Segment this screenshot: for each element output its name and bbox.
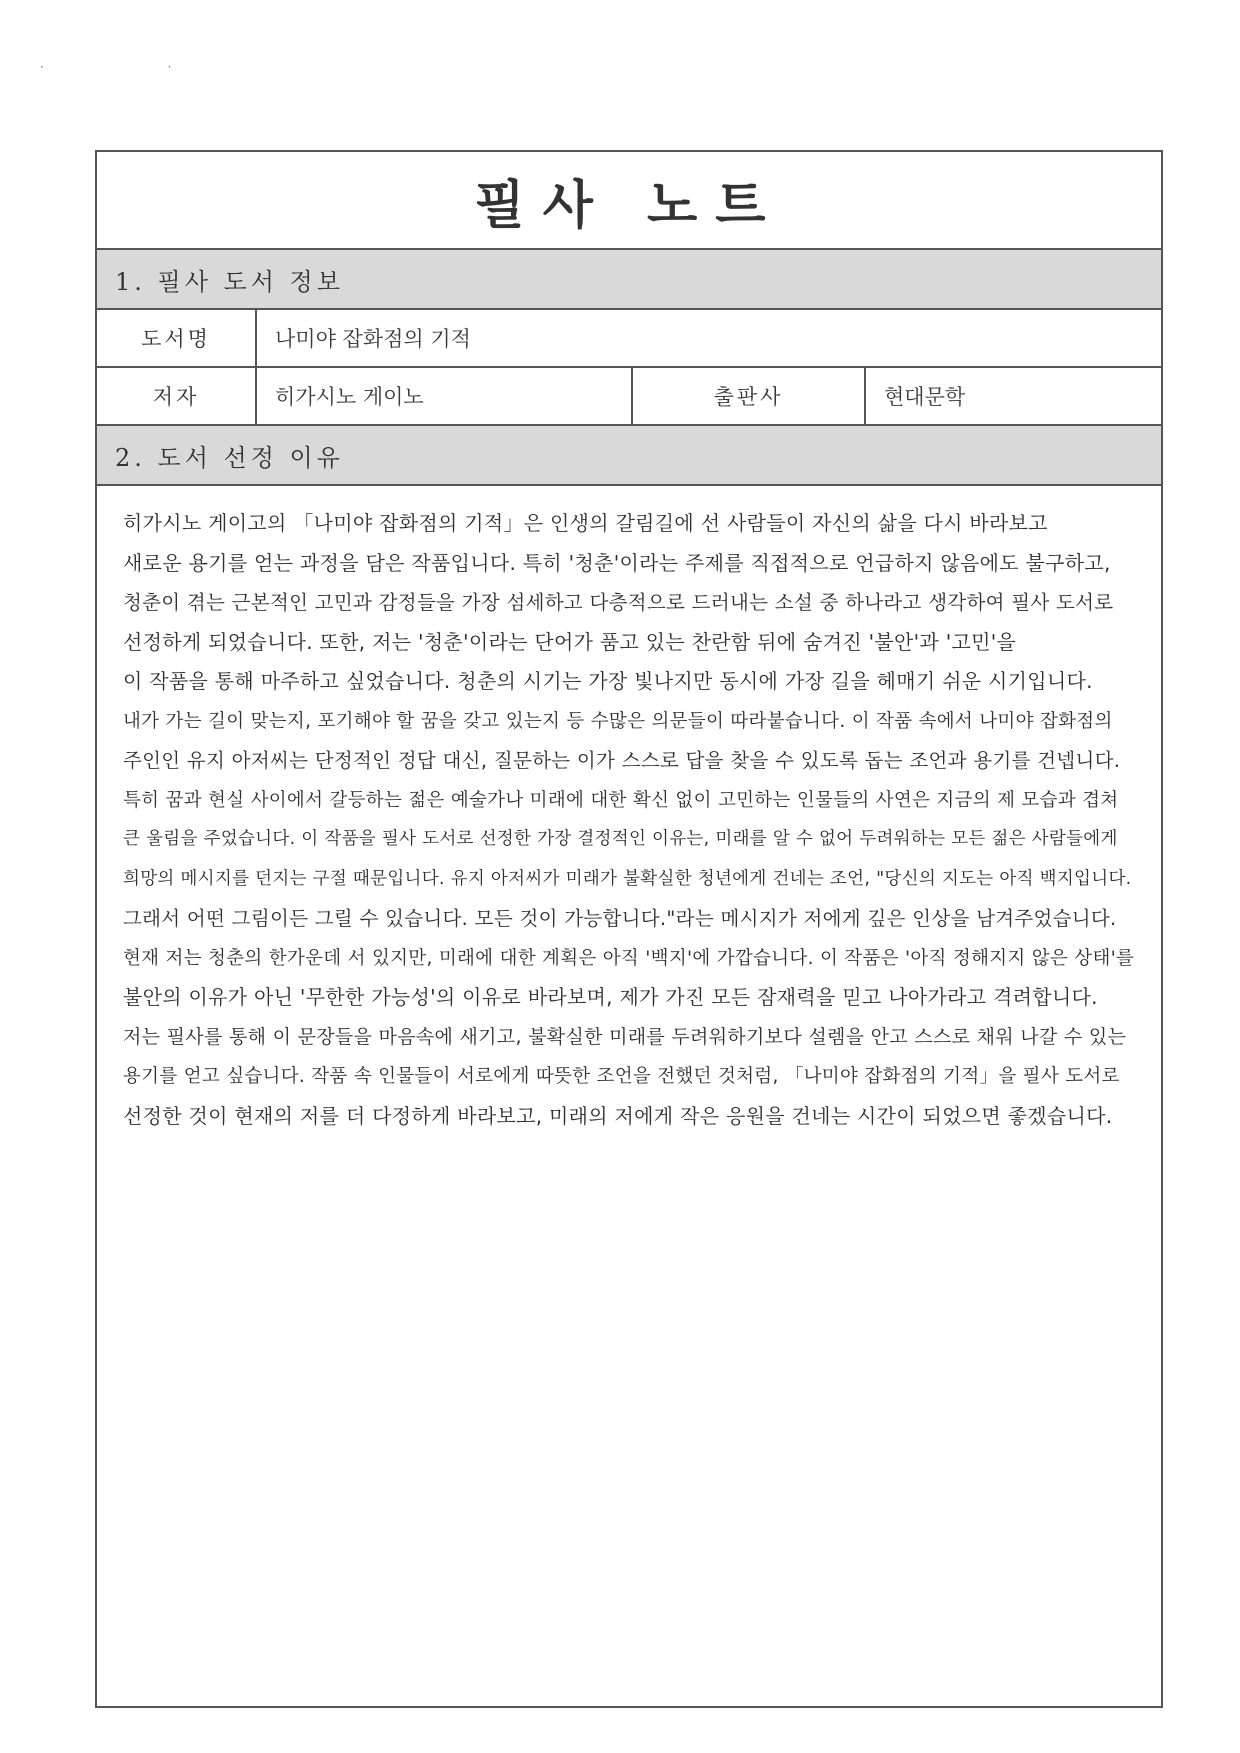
section-selection-reason-header: 2. 도서 선정 이유 [97,426,1161,486]
text-line: 현재 저는 청춘의 한가운데 서 있지만, 미래에 대한 계획은 아직 '백지'에 가깝습니다. 이 작품은 '아직 정해지지 않은 상태'를 [123,947,1135,969]
text-line: 주인인 유지 아저씨는 단정적인 정답 대신, 질문하는 이가 스스로 답을 찾을 수 있도록 돕는 조언과 용기를 건넵니다. [123,749,1121,772]
text-line: 불안의 이유가 아닌 '무한한 가능성'의 이유로 바라보며, 제가 가진 모든 잠재력을 믿고 나아가라고 격려합니다. [123,985,1098,1009]
author-label: 저자 [97,368,257,424]
scan-marks: · · [40,60,232,74]
text-line: 특히 꿈과 현실 사이에서 갈등하는 젊은 예술가나 미래에 대한 확신 없이 고민하는 인물들의 사연은 지금의 제 모습과 겹쳐 [123,789,1119,811]
author-publisher-row [97,368,1161,426]
text-line: 히가시노 게이고의 「나미야 잡화점의 기적」은 인생의 갈림길에 선 사람들이 자신의 삶을 다시 바라보고 [123,511,1048,535]
text-line: 이 작품을 통해 마주하고 싶었습니다. 청춘의 시기는 가장 빛나지만 동시에 가장 길을 헤매기 쉬운 시기입니다. [123,669,1093,693]
book-title-row [97,310,1161,368]
text-line: 선정하게 되었습니다. 또한, 저는 '청춘'이라는 단어가 품고 있는 찬란함 뒤에 숨겨진 '불안'과 '고민'을 [123,629,1017,654]
section-book-info-header: 1. 필사 도서 정보 [97,250,1161,310]
book-title-label: 도서명 [97,310,257,366]
text-line: 저는 필사를 통해 이 문장들을 마음속에 새기고, 불확실한 미래를 두려워하기보다 설렘을 안고 스스로 채워 나갈 수 있는 [123,1025,1127,1048]
text-line: 용기를 얻고 싶습니다. 작품 속 인물들이 서로에게 따뜻한 조언을 전했던 것처럼, 「나미야 잡화점의 기적」을 필사 도서로 [123,1066,1120,1087]
publisher-label: 출판사 [633,368,866,424]
text-line: 큰 울림을 주었습니다. 이 작품을 필사 도서로 선정한 가장 결정적인 이유는, 미래를 알 수 없어 두려워하는 모든 젊은 사람들에게 [123,829,1118,849]
text-line: 새로운 용기를 얻는 과정을 담은 작품입니다. 특히 '청춘'이라는 주제를 직접적으로 언급하지 않음에도 불구하고, [123,550,1111,575]
note-sheet [95,150,1163,1708]
title-row [97,152,1161,250]
text-line: 그래서 어떤 그림이든 그릴 수 있습니다. 모든 것이 가능합니다."라는 메시지가 저에게 깊은 인상을 남겨주었습니다. [123,907,1117,930]
text-line: 청춘이 겪는 근본적인 고민과 감정들을 가장 섬세하고 다층적으로 드러내는 소설 중 하나라고 생각하여 필사 도서로 [123,591,1114,614]
author-value: 히가시노 게이노 [257,368,633,424]
page-title: 필사 노트 [474,174,784,236]
publisher-value: 현대문학 [884,385,966,409]
selection-reason-text [97,486,1161,1136]
text-line: 선정한 것이 현재의 저를 더 다정하게 바라보고, 미래의 저에게 작은 응원을 건네는 시간이 되었으면 좋겠습니다. [123,1103,1113,1128]
book-title-value: 나미야 잡화점의 기적 [275,327,471,351]
text-line: 내가 가는 길이 맞는지, 포기해야 할 꿈을 갖고 있는지 등 수많은 의문들이 따라붙습니다. 이 작품 속에서 나미야 잡화점의 [123,710,1113,732]
text-line: 희망의 메시지를 던지는 구절 때문입니다. 유지 아저씨가 미래가 불확실한 청년에게 건네는 조언, "당신의 지도는 아직 백지입니다. [123,868,1132,889]
